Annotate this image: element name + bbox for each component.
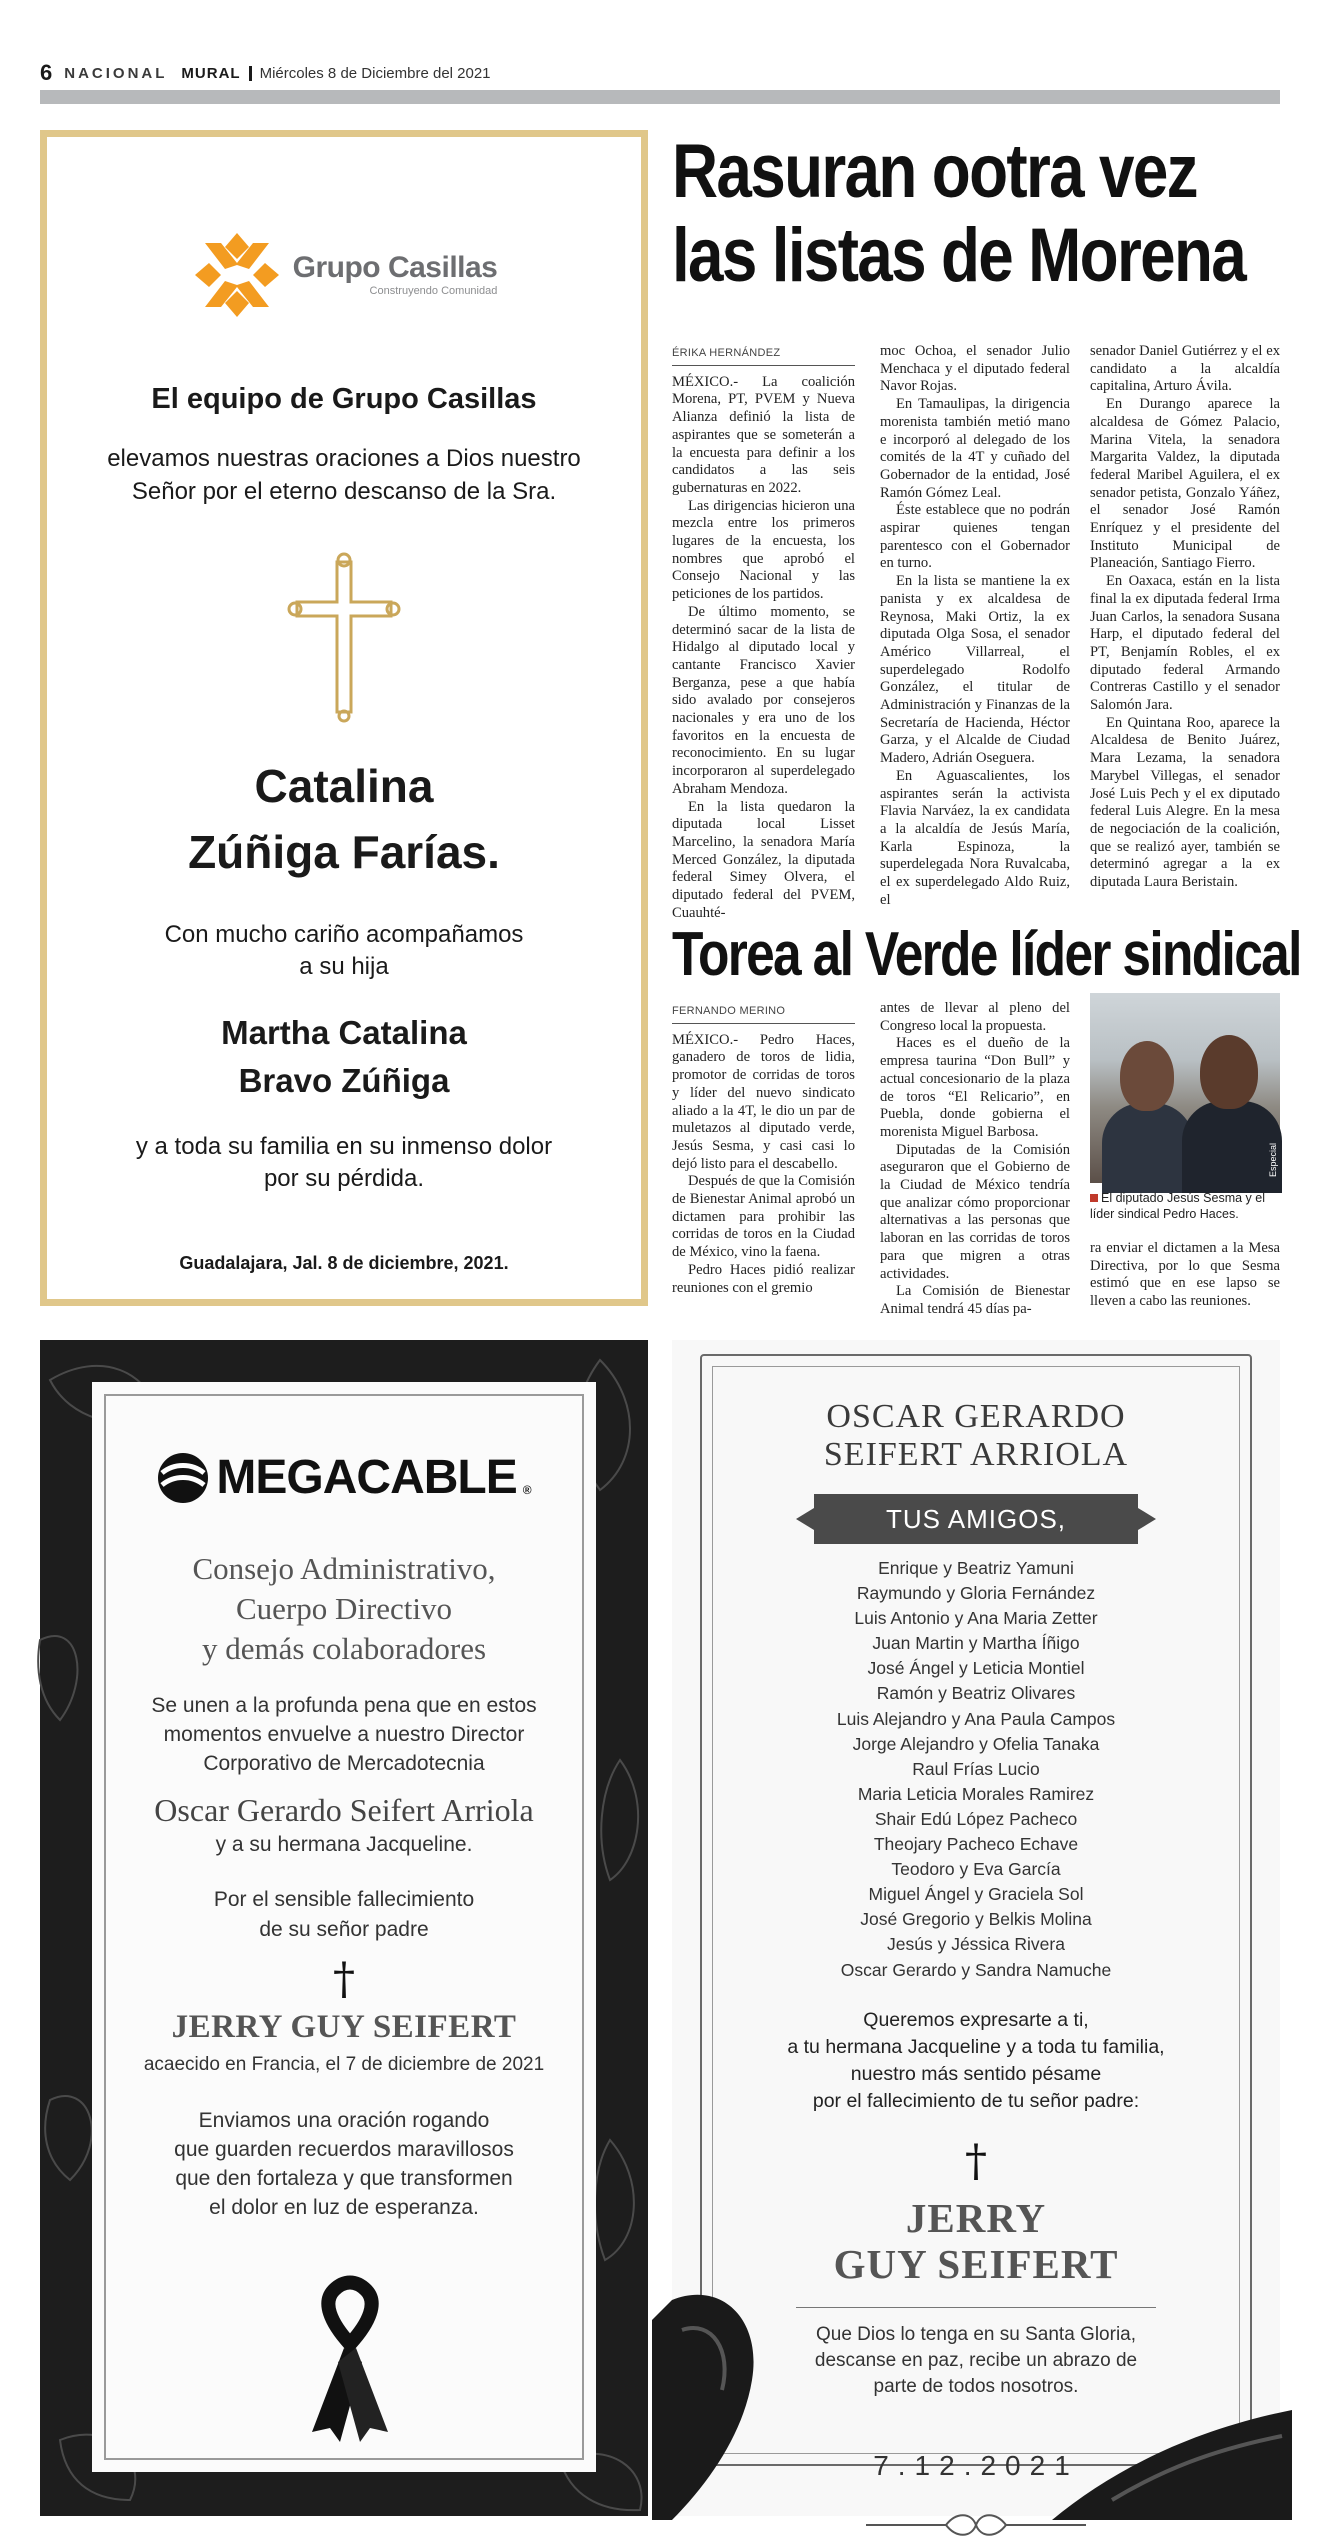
megacable-logo <box>92 1450 596 1505</box>
casillas-accompany-line: Con mucho cariño acompañamos <box>164 921 524 948</box>
article-2-photo-caption <box>1090 1190 1280 1222</box>
megacable-director-name: Oscar Gerardo Seifert Arriola <box>154 1792 534 1828</box>
amigos-recipient-line: SEIFERT ARRIOLA <box>823 1436 1129 1473</box>
article-1-paragraph: Las dirigencias hicieron una mezcla entre los primeros lugares de la encuesta, los nombres que aprobó el Consejo Nacional y las peticiones de los partidos. <box>672 497 855 603</box>
page-number: 6 <box>40 60 53 85</box>
casillas-daughter-line: Martha Catalina <box>221 1014 467 1051</box>
amigos-blessing-line: Que Dios lo tenga en su Santa Gloria, <box>815 2323 1137 2345</box>
casillas-daughter-line: Bravo Zúñiga <box>238 1062 450 1099</box>
casillas-prayer-line: elevamos nuestras oraciones a Dios nuestro <box>107 445 581 472</box>
article-1-paragraph: senador Daniel Gutiérrez y el ex candidato a la alcaldía capitalina, Arturo Ávila. <box>1090 343 1280 395</box>
newspaper-name: MURAL <box>181 64 241 82</box>
grupo-casillas-logo-icon <box>191 229 283 321</box>
latin-cross-icon: † <box>965 2135 987 2187</box>
casillas-daughter-name <box>47 1009 641 1105</box>
article-2-headline: Torea al Verde líder sindical <box>672 920 1301 989</box>
friend-name: Luis Antonio y Ana Maria Zetter <box>854 1608 1098 1629</box>
amigos-banner-text: TUS AMIGOS, <box>814 1494 1138 1544</box>
casillas-family <box>47 1131 641 1195</box>
megacable-death-note: acaecido en Francia, el 7 de diciembre de 2021 <box>143 2054 545 2075</box>
article-1-column-1 <box>672 345 855 921</box>
amigos-recipient-line: OSCAR GERARDO <box>826 1398 1126 1435</box>
friend-name: Theojary Pacheco Echave <box>873 1834 1079 1855</box>
friend-name: Miguel Ángel y Graciela Sol <box>868 1884 1084 1905</box>
amigos-message-line: por el fallecimiento de tu señor padre: <box>812 2089 1140 2112</box>
megacable-reason-line: Por el sensible fallecimiento <box>213 1888 475 1911</box>
mourning-ribbon-icon <box>1052 2370 1292 2520</box>
latin-cross-icon: † <box>333 1954 355 2005</box>
friend-name: Enrique y Beatriz Yamuni <box>878 1558 1074 1578</box>
caption-text: El diputado Jesús Sesma y el líder sindical Pedro Haces. <box>1090 1191 1265 1221</box>
article-2-column-1 <box>672 1003 855 1311</box>
article-1-paragraph: En Oaxaca, están en la lista final la ex diputada federal Irma Juan Carlos, la senadora Susana Harp, el diputado federal del PT, Benjamín Robles, el ex diputado federal Armando Contreras Castillo y el senador Salomón Jara. <box>1090 573 1280 714</box>
article-1-headline <box>672 130 1245 298</box>
mourning-ribbon-icon <box>300 2282 400 2442</box>
article-2-paragraph: MÉXICO.- Pedro Haces, ganadero de toros de lidia, promotor de corridas de toros y líder del nuevo sindicato aliado a la 4T, le dio un par de muletazos al diputado verde, Jesús Sesma, y casi casi lo dejó listo para el descabello. <box>672 1031 855 1172</box>
friend-name: Raymundo y Gloria Fernández <box>856 1583 1096 1604</box>
mourning-ribbon-icon <box>652 2260 812 2520</box>
friend-name: Juan Martin y Martha Íñigo <box>872 1633 1080 1654</box>
megacable-reason <box>92 1885 596 1945</box>
photo-person-body <box>1102 1103 1194 1193</box>
article-2-paragraph: Después de que la Comisión de Bienestar Animal aprobó un dictamen para prohibir las corridas de toros en la Ciudad de México, vino la faena. <box>672 1173 855 1261</box>
article-1-paragraph: Éste establece que no podrán aspirar quienes tengan parentesco con el Gobernador en turno. <box>880 502 1070 572</box>
megacable-prayer-line: que den fortaleza y que transformen <box>175 2167 513 2190</box>
photo-credit: Especial <box>1268 1142 1278 1177</box>
megacable-sister: y a su hermana Jacqueline. <box>215 1833 473 1856</box>
casillas-heading: El equipo de Grupo Casillas <box>151 383 537 415</box>
megacable-message-line: Corporativo de Mercadotecnia <box>203 1752 485 1775</box>
megacable-logo-word: MEGACABLE <box>216 1451 517 1504</box>
article-1-paragraph: En Tamaulipas, la dirigencia morenista también metió mano e incorporó al delegado de los comités de la 4T y cuñado del Gobernador de la entidad, José Ramón Gómez Leal. <box>880 396 1070 501</box>
megacable-council-line: y demás colaboradores <box>201 1631 487 1666</box>
amigos-blessing-line: parte de todos nosotros. <box>873 2375 1079 2397</box>
article-1-column-3 <box>1090 343 1280 895</box>
banner-tail-right <box>1138 1508 1156 1530</box>
amigos-deceased-line: GUY SEIFERT <box>833 2240 1119 2287</box>
caption-marker-icon <box>1090 1194 1098 1202</box>
friend-name: Jesús y Jéssica Rivera <box>887 1934 1065 1955</box>
article-1-paragraph: En Aguascalientes, los aspirantes serán la activista Flavia Narváez, la ex candidata a la alcaldía de Jesús María, Karla Espinoza, la superdelegada Nora Ruvalcaba, el ex superdelegado Aldo Ruiz, el <box>880 767 1070 908</box>
article-2-paragraph: ra enviar el dictamen a la Mesa Directiva, por lo que Sesma estimó que en ese lapso se lleven a cabo las reuniones. <box>1090 1240 1280 1310</box>
article-2-byline: FERNANDO MERINO <box>672 1003 855 1024</box>
header-rule <box>40 90 1280 104</box>
amigos-recipient-name <box>672 1398 1280 1474</box>
amigos-condolence-ad <box>672 1340 1280 2516</box>
megacable-prayer <box>92 2106 596 2222</box>
casillas-prayer <box>47 442 641 508</box>
issue-date: Miércoles 8 de Diciembre del 2021 <box>259 64 491 82</box>
golden-cross-icon <box>289 552 399 722</box>
article-2-paragraph: La Comisión de Bienestar Animal tendrá 45 días pa- <box>880 1283 1070 1317</box>
article-1-headline-line: las listas de Morena <box>672 213 1246 298</box>
casillas-accompany-line: a su hija <box>299 953 389 980</box>
amigos-date: 7.12.2021 <box>873 2449 1079 2481</box>
article-1-headline-line: Rasuran ootra vez <box>672 129 1197 214</box>
amigos-message-line: a tu hermana Jacqueline y a toda tu familia, <box>787 2035 1165 2058</box>
friend-name: Oscar Gerardo y Sandra Namuche <box>840 1959 1112 1980</box>
megacable-reason-line: de su señor padre <box>259 1918 429 1941</box>
grupo-casillas-logo <box>47 229 641 321</box>
casillas-prayer-line: Señor por el eterno descanso de la Sra. <box>131 478 557 505</box>
megacable-prayer-line: el dolor en luz de esperanza. <box>209 2196 479 2219</box>
photo-person-body <box>1182 1101 1282 1193</box>
casillas-family-line: por su pérdida. <box>263 1165 425 1192</box>
photo-person-head <box>1200 1035 1258 1109</box>
friend-name: Raul Frías Lucio <box>912 1758 1040 1779</box>
grupo-casillas-logo-tagline: Construyendo Comunidad <box>369 285 498 297</box>
friend-name: Maria Leticia Morales Ramirez <box>857 1783 1095 1804</box>
photo-person-head <box>1120 1041 1174 1111</box>
article-1-paragraph: MÉXICO.- La coalición Morena, PT, PVEM y Nueva Alianza definió la lista de aspirantes que se someterán a la encuesta para definir a los candidatos a las seis gubernaturas en 2022. <box>672 373 855 496</box>
article-1-paragraph: En Quintana Roo, aparece la Alcaldesa de Benito Juárez, Mara Lezama, la senadora Marybel Villegas, el senador José Luis Pech y el ex diputado federal Luis Alegre. En la mesa de negociación de la coalición, que se realizó ayer, también se determinó agregar a la ex diputada Laura Beristain. <box>1090 714 1280 891</box>
article-2-paragraph: Haces es el dueño de la empresa taurina “Don Bull” y actual concesionario de la plaza de toros “El Relicario”, en Puebla, donde gobierna el morenista Miguel Barbosa. <box>880 1035 1070 1140</box>
megacable-message-line: momentos envuelve a nuestro Director <box>163 1723 525 1746</box>
friend-name: Shair Edú López Pacheco <box>874 1808 1078 1829</box>
amigos-deceased-line: JERRY <box>905 2194 1047 2241</box>
friend-name: José Ángel y Leticia Montiel <box>867 1658 1085 1679</box>
megacable-council-line: Consejo Administrativo, <box>192 1551 496 1586</box>
friend-name: José Gregorio y Belkis Molina <box>860 1909 1092 1930</box>
amigos-message-line: Queremos expresarte a ti, <box>863 2008 1089 2031</box>
casillas-accompany <box>47 919 641 983</box>
friend-name: Ramón y Beatriz Olivares <box>876 1683 1076 1704</box>
megacable-condolence-ad <box>40 1340 648 2516</box>
friend-name: Jorge Alejandro y Ofelia Tanaka <box>852 1733 1100 1754</box>
page-header <box>40 58 1280 88</box>
megacable-council <box>92 1549 596 1669</box>
article-1-paragraph: En la lista quedaron la diputada local Lisset Marcelino, la senadora María Merced González, la diputada federal Simey Olvera, el diputado federal del PVEM, Cuauhté- <box>672 798 855 921</box>
article-2-paragraph: antes de llevar al pleno del Congreso local la propuesta. <box>880 1000 1070 1034</box>
megacable-message-line: Se unen a la profunda pena que en estos <box>151 1694 537 1717</box>
article-2-paragraph: Pedro Haces pidió realizar reuniones con el gremio <box>672 1261 855 1296</box>
amigos-separator <box>796 2307 1156 2308</box>
article-2-photo <box>1090 993 1280 1183</box>
header-divider <box>249 66 252 81</box>
megacable-prayer-line: Enviamos una oración rogando <box>198 2109 490 2132</box>
amigos-friends-list <box>672 1556 1280 1983</box>
megacable-deceased-name: JERRY GUY SEIFERT <box>171 2009 517 2045</box>
article-1-paragraph: De último momento, se determinó sacar de la lista de Hidalgo al diputado local y cantante Francisco Xavier Berganza, pese a que había sido avalado por consejeros nacionales y era uno de los favoritos en la encuesta de reconocimiento. En su lugar incorporaron al superdelegado Abraham Mendoza. <box>672 603 855 797</box>
article-1-column-2 <box>880 343 1070 908</box>
article-1-paragraph: En la lista se mantiene la ex panista y ex alcaldesa de Reynosa, Maki Ortiz, la ex diputada Olga Sosa, el senador Américo Villarreal, el superdelegado Rodolfo González, el titular de Administración y Finanzas de la Secretaría de Hacienda, Héctor Garza, y el Alcalde de Ciudad Madero, Adrián Oseguera. <box>880 573 1070 767</box>
amigos-banner <box>796 1494 1156 1544</box>
amigos-blessing-line: descanse en paz, recibe un abrazo de <box>814 2349 1138 2371</box>
megacable-prayer-line: que guarden recuerdos maravillosos <box>174 2138 514 2161</box>
casillas-condolence-ad <box>40 130 648 1306</box>
article-1-byline: ÉRIKA HERNÁNDEZ <box>672 345 855 366</box>
megacable-message <box>92 1691 596 1778</box>
megacable-logo-icon <box>156 1451 210 1505</box>
casillas-place-date: Guadalajara, Jal. 8 de diciembre, 2021. <box>179 1253 509 1273</box>
grupo-casillas-logo-name: Grupo Casillas <box>292 251 498 284</box>
article-2-column-2 <box>880 1000 1070 1317</box>
casillas-deceased-line: Catalina <box>254 760 434 812</box>
article-2-paragraph: Diputadas de la Comisión aseguraron que el Gobierno de la Ciudad de México tendría que analizar cómo proporcionar alternativas a las personas que laboran en las corridas de toros para que migren a otras actividades. <box>880 1141 1070 1282</box>
casillas-deceased-line: Zúñiga Farías. <box>188 826 500 878</box>
article-2-column-3 <box>1090 1240 1280 1311</box>
amigos-message <box>672 2007 1280 2115</box>
article-1-paragraph: moc Ochoa, el senador Julio Menchaca y el diputado federal Navor Rojas. <box>880 343 1070 395</box>
casillas-deceased-name <box>47 753 641 885</box>
article-1-paragraph: En Durango aparece la alcaldesa de Gómez Palacio, Marina Vitela, la senadora Margarita Valdez, la diputada federal Maribel Aguilera, el ex senador petista, Gonzalo Yáñez, el senador José Ramón Enríquez y el presidente del Instituto Municipal de Planeación, Santiago Fierro. <box>1090 396 1280 572</box>
amigos-message-line: nuestro más sentido pésame <box>850 2062 1102 2085</box>
registered-mark: ® <box>522 1483 532 1497</box>
section-name: NACIONAL <box>64 64 168 82</box>
megacable-council-line: Cuerpo Directivo <box>235 1591 453 1626</box>
friend-name: Luis Alejandro y Ana Paula Campos <box>836 1708 1116 1729</box>
friend-name: Teodoro y Eva García <box>891 1859 1061 1880</box>
casillas-family-line: y a toda su familia en su inmenso dolor <box>135 1133 553 1160</box>
banner-tail-left <box>796 1508 814 1530</box>
